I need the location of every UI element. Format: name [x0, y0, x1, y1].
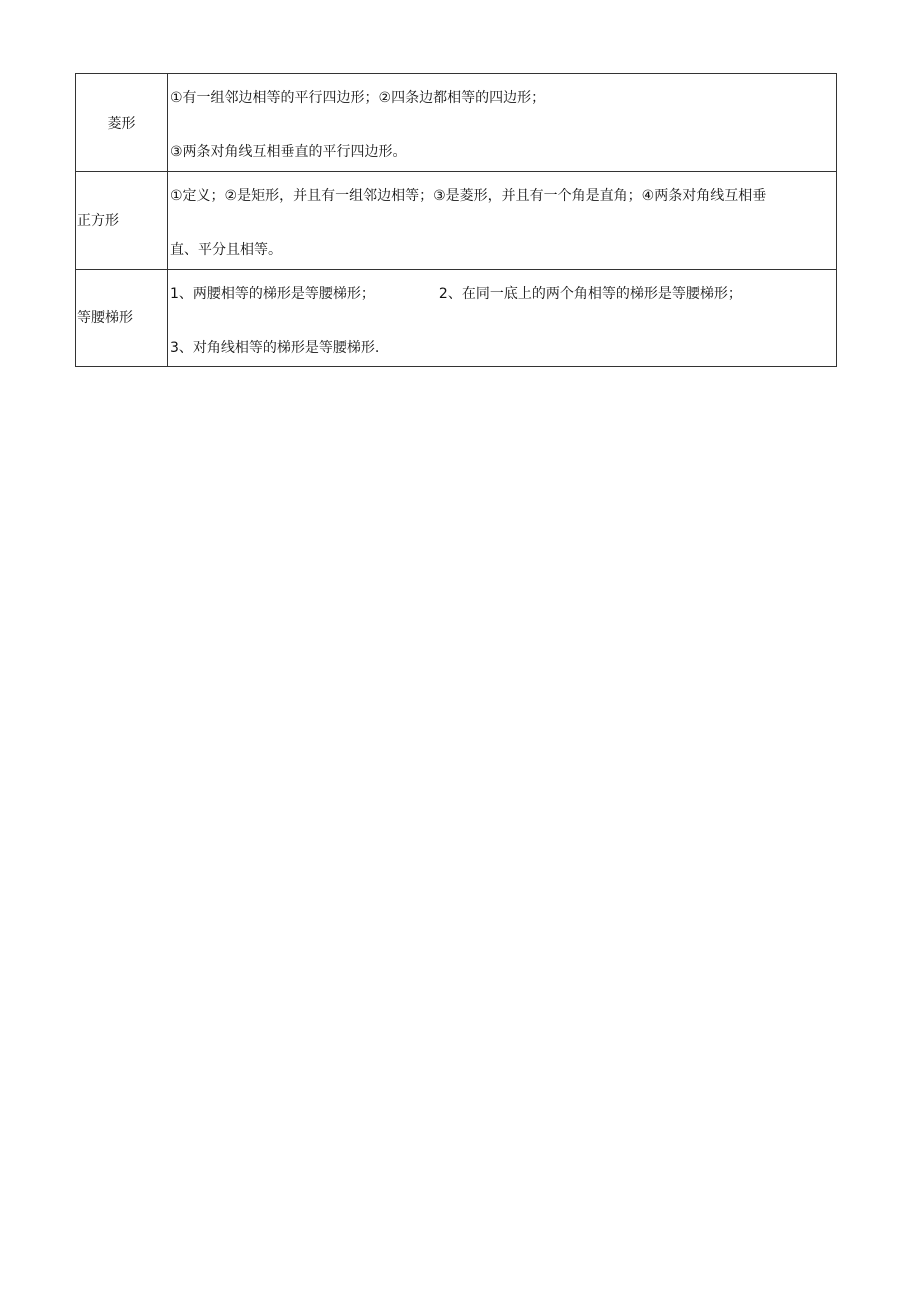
criteria-line: ③两条对角线互相垂直的平行四边形。	[170, 144, 407, 160]
criteria-cell	[168, 270, 837, 367]
shape-name-cell	[76, 172, 168, 270]
criteria-item: 1、两腰相等的梯形是等腰梯形；	[170, 286, 375, 302]
shape-name: 正方形	[77, 213, 119, 229]
criteria-line: 3、对角线相等的梯形是等腰梯形.	[170, 340, 380, 356]
criteria-line: ①有一组邻边相等的平行四边形；②四条边都相等的四边形；	[170, 90, 546, 106]
criteria-line: ①定义；②是矩形，并且有一组邻边相等；③是菱形，并且有一个角是直角；④两条对角线互相垂	[170, 188, 767, 204]
criteria-item: 2、在同一底上的两个角相等的梯形是等腰梯形；	[438, 286, 742, 302]
criteria-line: 直、平分且相等。	[170, 242, 282, 258]
shape-name-cell	[76, 74, 168, 172]
shape-name: 菱形	[107, 116, 136, 132]
table-row-square	[76, 172, 837, 270]
criteria-cell	[168, 172, 837, 270]
table-row-rhombus	[76, 74, 837, 172]
quadrilateral-criteria-table	[75, 73, 837, 367]
shape-name: 等腰梯形	[77, 310, 133, 326]
criteria-cell	[168, 74, 837, 172]
criteria-line	[168, 284, 836, 304]
table-row-isosceles-trapezoid	[76, 270, 837, 367]
shape-name-cell	[76, 270, 168, 367]
